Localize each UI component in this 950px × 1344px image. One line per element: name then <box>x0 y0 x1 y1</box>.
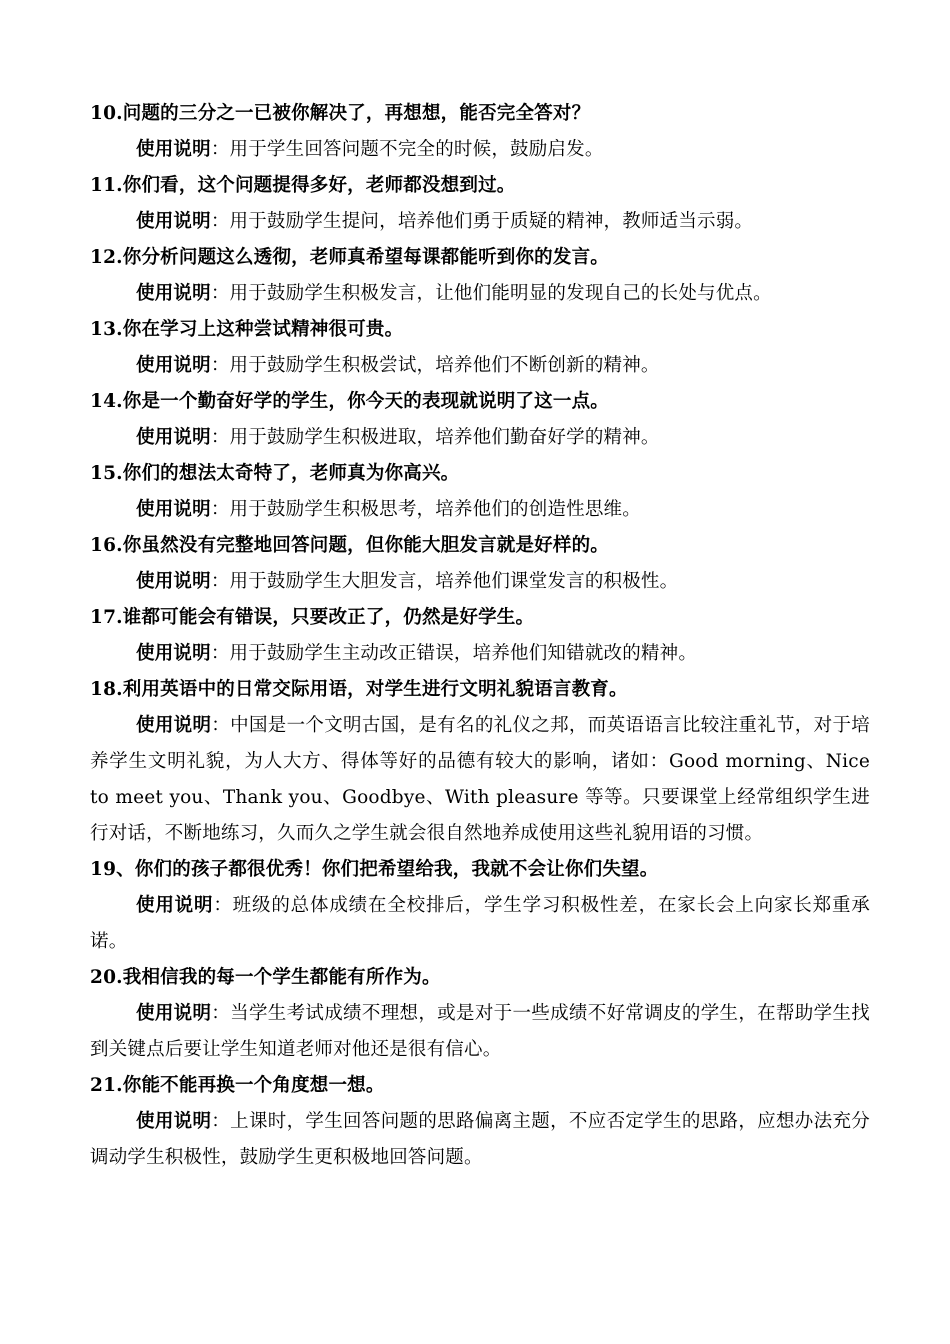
usage-label: 使用说明 <box>136 1111 212 1132</box>
list-item <box>90 312 870 384</box>
usage-text: ：用于鼓励学生提问，培养他们勇于质疑的精神，教师适当示弱。 <box>210 211 754 232</box>
question-heading: 21.你能不能再换一个角度想一想。 <box>90 1075 385 1096</box>
usage-label: 使用说明 <box>136 139 211 160</box>
usage-label: 使用说明 <box>136 895 214 916</box>
list-item <box>90 852 870 960</box>
list-item <box>90 528 870 600</box>
usage-text: ：当学生考试成绩不理想，或是对于一些成绩不好常调皮的学生，在帮助学生找到关键点后要让学生知道老师对他还是很有信心。 <box>90 1003 870 1060</box>
usage-text: ：班级的总体成绩在全校排后，学生学习积极性差，在家长会上向家长郑重承诺。 <box>90 895 870 952</box>
usage-note <box>90 348 870 384</box>
question-heading: 14.你是一个勤奋好学的学生，你今天的表现就说明了这一点。 <box>90 391 609 412</box>
usage-note <box>90 1104 870 1176</box>
list-item <box>90 960 870 1068</box>
list-item <box>90 240 870 312</box>
question-heading: 10.问题的三分之一已被你解决了，再想想，能否完全答对？ <box>90 103 591 124</box>
usage-text: ：用于鼓励学生积极尝试，培养他们不断创新的精神。 <box>210 355 660 376</box>
question-heading: 12.你分析问题这么透彻，老师真希望每课都能听到你的发言。 <box>90 247 609 268</box>
usage-label: 使用说明 <box>136 427 211 448</box>
question-heading: 16.你虽然没有完整地回答问题，但你能大胆发言就是好样的。 <box>90 535 609 556</box>
question-heading: 15.你们的想法太奇特了，老师真为你高兴。 <box>90 463 460 484</box>
list-item <box>90 1068 870 1176</box>
list-item <box>90 456 870 528</box>
usage-note <box>90 276 870 312</box>
usage-text: ：用于鼓励学生主动改正错误，培养他们知错就改的精神。 <box>210 643 698 664</box>
question-heading: 20.我相信我的每一个学生都能有所作为。 <box>90 967 441 988</box>
question-heading: 17.谁都可能会有错误，只要改正了，仍然是好学生。 <box>90 607 535 628</box>
usage-text: ：用于鼓励学生积极进取，培养他们勤奋好学的精神。 <box>210 427 660 448</box>
question-heading: 18.利用英语中的日常交际用语，对学生进行文明礼貌语言教育。 <box>90 679 628 700</box>
list-item <box>90 96 870 168</box>
usage-label: 使用说明 <box>136 715 212 736</box>
usage-label: 使用说明 <box>136 355 211 376</box>
usage-note <box>90 888 870 960</box>
usage-note <box>90 564 870 600</box>
list-item <box>90 384 870 456</box>
list-item <box>90 672 870 852</box>
usage-label: 使用说明 <box>136 571 211 592</box>
list-item <box>90 600 870 672</box>
usage-label: 使用说明 <box>136 1003 212 1024</box>
document-page <box>90 96 870 1176</box>
usage-text: ：用于学生回答问题不完全的时候，鼓励启发。 <box>210 139 604 160</box>
usage-text: ：用于鼓励学生积极发言，让他们能明显的发现自己的长处与优点。 <box>210 283 772 304</box>
usage-note <box>90 492 870 528</box>
list-item <box>90 168 870 240</box>
usage-text: ：用于鼓励学生积极思考，培养他们的创造性思维。 <box>210 499 641 520</box>
usage-label: 使用说明 <box>136 499 211 520</box>
usage-note <box>90 204 870 240</box>
usage-note <box>90 708 870 852</box>
usage-label: 使用说明 <box>136 211 211 232</box>
usage-note <box>90 132 870 168</box>
usage-note <box>90 420 870 456</box>
question-heading: 11.你们看，这个问题提得多好，老师都没想到过。 <box>90 175 516 196</box>
usage-text: ：用于鼓励学生大胆发言，培养他们课堂发言的积极性。 <box>210 571 679 592</box>
usage-label: 使用说明 <box>136 643 211 664</box>
usage-label: 使用说明 <box>136 283 211 304</box>
usage-note <box>90 636 870 672</box>
usage-text: ：上课时，学生回答问题的思路偏离主题，不应否定学生的思路，应想办法充分调动学生积极性，鼓励学生更积极地回答问题。 <box>90 1111 870 1168</box>
usage-note <box>90 996 870 1068</box>
usage-text: ：中国是一个文明古国，是有名的礼仪之邦，而英语语言比较注重礼节，对于培养学生文明礼貌，为人大方、得体等好的品德有较大的影响，诸如：Good morning、Nice to meet you、Thank you、Goodbye、With pleasure 等等。只要课堂上经常组织学生进行对话，不断地练习，久而久之学生就会很自然地养成使用这些礼貌用语的习惯。 <box>90 715 870 844</box>
question-heading: 13.你在学习上这种尝试精神很可贵。 <box>90 319 404 340</box>
question-heading: 19、你们的孩子都很优秀！你们把希望给我，我就不会让你们失望。 <box>90 859 659 880</box>
